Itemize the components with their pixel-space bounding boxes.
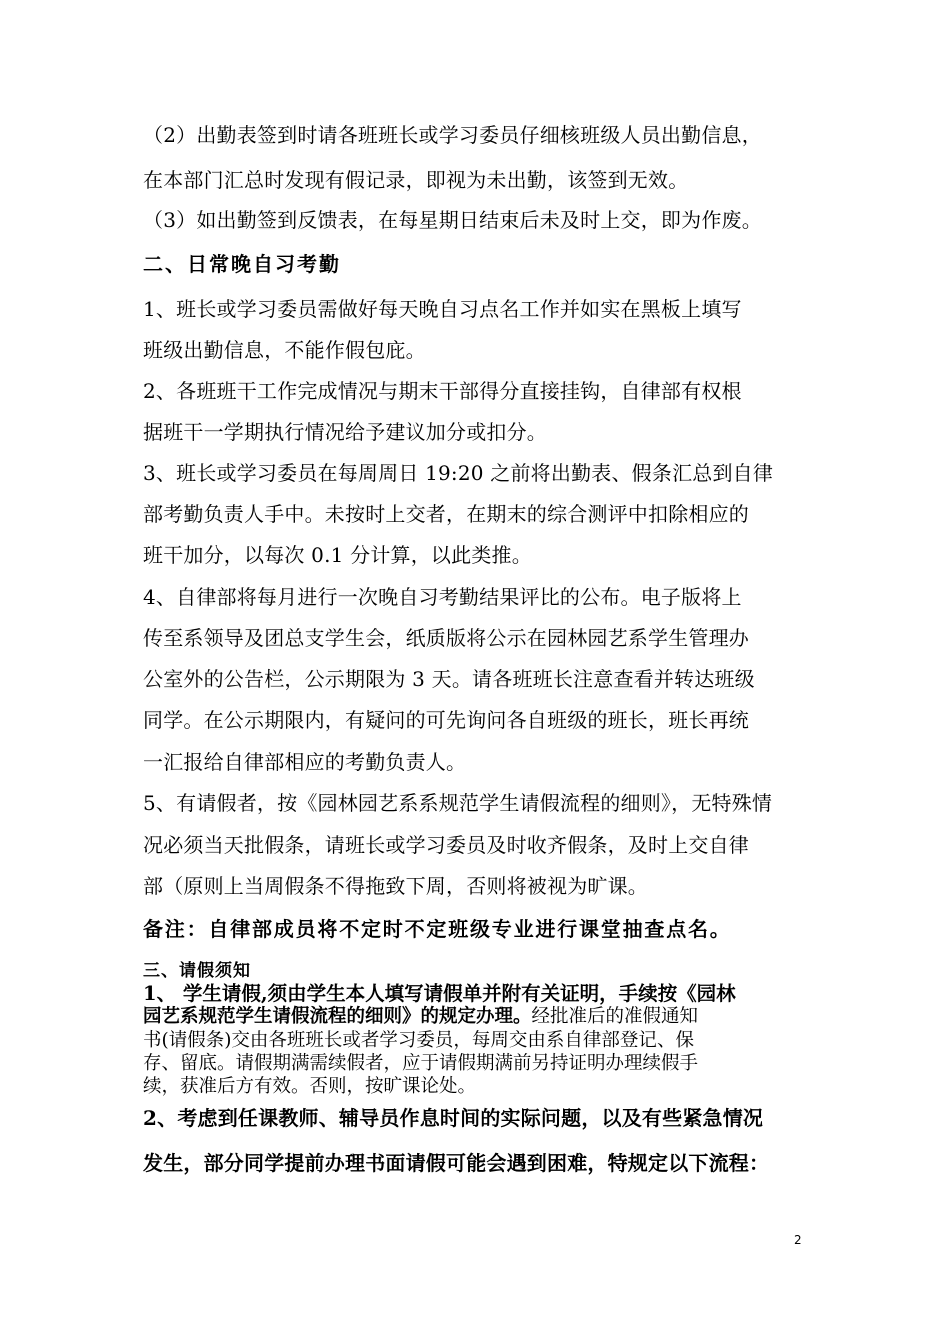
paragraph-line: 公室外的公告栏，公示期限为 3 天。请各班班长注意查看并转达班级 [143,667,755,691]
paragraph-line: （3）如出勤签到反馈表，在每星期日结束后未及时上交，即为作废。 [143,208,762,232]
paragraph-line: 在本部门汇总时发现有假记录，即视为未出勤，该签到无效。 [143,168,689,192]
paragraph-line: 据班干一学期执行情况给予建议加分或扣分。 [143,420,547,444]
paragraph-line: 同学。在公示期限内，有疑问的可先询问各自班级的班长，班长再统 [143,708,749,732]
paragraph-line: （2）出勤表签到时请各班班长或学习委员仔细核班级人员出勤信息， [143,123,762,147]
paragraph-line: 书(请假条)交由各班班长或者学习委员，每周交由系自律部登记、保 [143,1030,694,1051]
paragraph-line: 传至系领导及团总支学生会，纸质版将公示在园林园艺系学生管理办 [143,626,749,650]
paragraph-line: 1、班长或学习委员需做好每天晚自习点名工作并如实在黑板上填写 [143,297,742,321]
bold-text: 园艺系规范学生请假流程的细则》的规定办理。 [143,1006,532,1027]
paragraph-line: 部考勤负责人手中。未按时上交者，在期末的综合测评中扣除相应的 [143,502,749,526]
paragraph-line: 存、留底。请假期满需续假者，应于请假期满前另持证明办理续假手 [143,1053,699,1074]
paragraph-line: 1、 学生请假,须由学生本人填写请假单并附有关证明，手续按《园林 [143,982,736,1005]
note-line: 备注：自律部成员将不定时不定班级专业进行课堂抽查点名。 [143,917,732,941]
paragraph-line: 发生，部分同学提前办理书面请假可能会遇到困难，特规定以下流程： [143,1151,770,1175]
paragraph-line: 2、各班班干工作完成情况与期末干部得分直接挂钩，自律部有权根 [143,379,742,403]
paragraph-line: 况必须当天批假条，请班长或学习委员及时收齐假条，及时上交自律 [143,833,749,857]
paragraph-line: 班级出勤信息，不能作假包庇。 [143,338,426,362]
page-number: 2 [794,1233,802,1247]
paragraph-line: 部（原则上当周假条不得拖致下周，否则将被视为旷课。 [143,874,648,898]
paragraph-line: 4、自律部将每月进行一次晚自习考勤结果评比的公布。电子版将上 [143,585,742,609]
section-heading: 二、日常晚自习考勤 [143,252,341,276]
paragraph-line [143,1006,823,1028]
paragraph-line: 2、考虑到任课教师、辅导员作息时间的实际问题，以及有些紧急情况 [143,1106,764,1130]
section-heading: 三、请假须知 [143,961,251,981]
paragraph-line: 班干加分，以每次 0.1 分计算，以此类推。 [143,543,532,567]
normal-text: 经批准后的准假通知 [531,1006,699,1027]
paragraph-line: 一汇报给自律部相应的考勤负责人。 [143,750,467,774]
paragraph-line: 3、班长或学习委员在每周周日 19:20 之前将出勤表、假条汇总到自律 [143,461,774,485]
paragraph-line: 续，获准后方有效。否则，按旷课论处。 [143,1076,477,1097]
paragraph-line: 5、有请假者，按《园林园艺系系规范学生请假流程的细则》，无特殊情 [143,791,773,815]
